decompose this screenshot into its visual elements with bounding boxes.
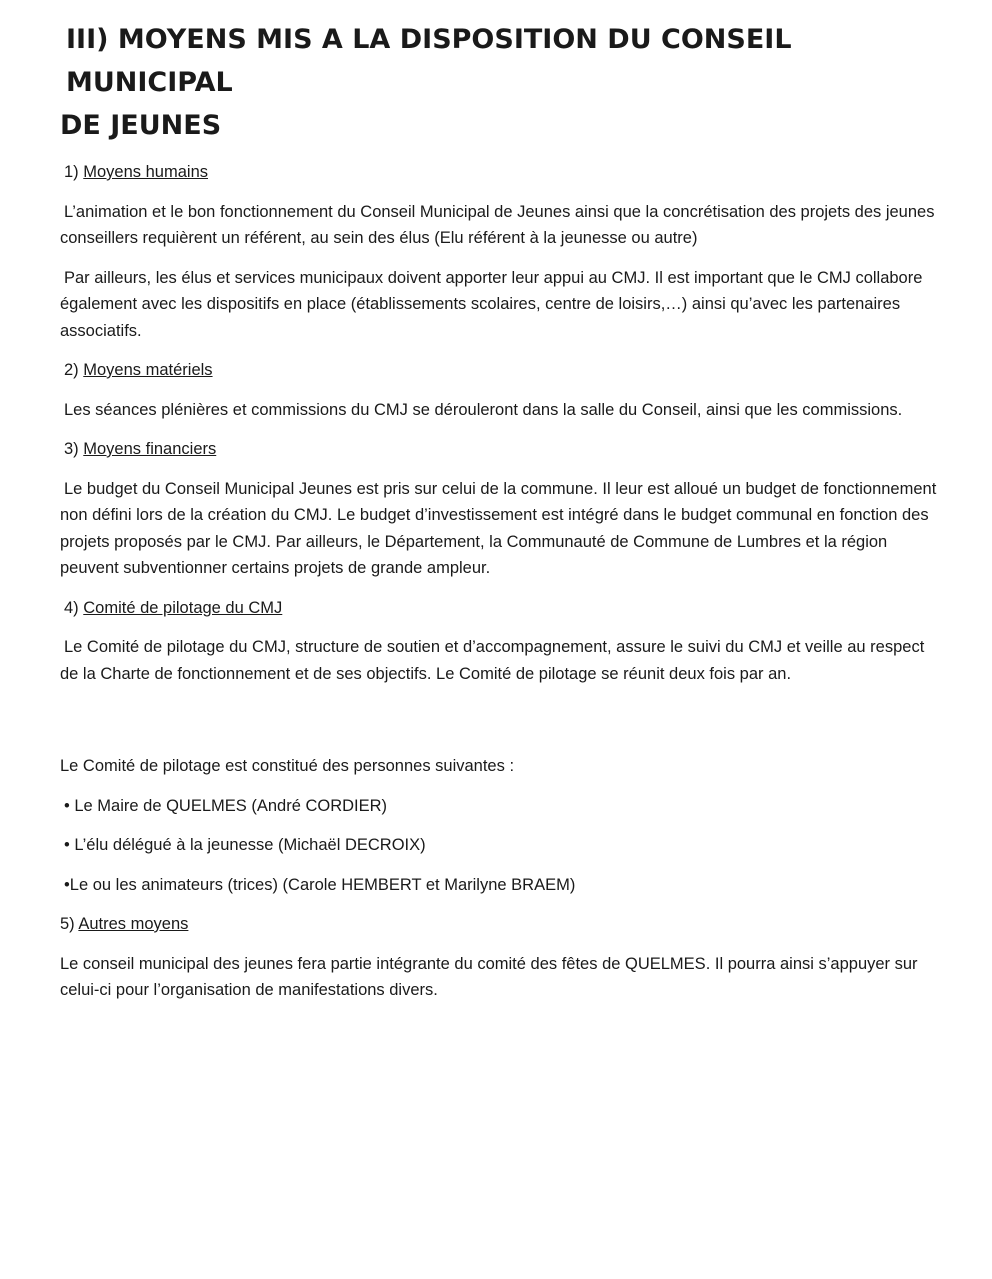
section-heading-5	[60, 911, 940, 938]
title-line-1: III) MOYENS MIS A LA DISPOSITION DU CONSEIL MUNICIPAL	[66, 24, 792, 98]
section-1-paragraph-2: Par ailleurs, les élus et services municipaux doivent apporter leur appui au CMJ. Il est important que le CMJ collabore également avec les dispositifs en place (établissements scolaires, centre de loisirs,…) ainsi qu’avec les partenaires associatifs.	[60, 268, 923, 340]
section-label: Comité de pilotage du CMJ	[83, 598, 283, 617]
committee-member-3: •Le ou les animateurs (trices) (Carole HEMBERT et Marilyne BRAEM)	[64, 875, 576, 894]
section-number: 4)	[64, 598, 79, 617]
page-title	[60, 18, 940, 147]
section-label: Autres moyens	[78, 915, 189, 933]
section-heading-1	[60, 159, 940, 186]
section-label: Moyens humains	[83, 163, 208, 181]
section-heading-3	[60, 436, 940, 463]
section-heading-2	[60, 357, 940, 384]
section-2-paragraph-1: Les séances plénières et commissions du CMJ se dérouleront dans la salle du Conseil, ainsi que les commissions.	[64, 400, 903, 419]
section-number: 2)	[64, 361, 79, 379]
section-label: Moyens matériels	[83, 361, 213, 379]
section-number: 3)	[64, 440, 79, 458]
title-line-2: DE JEUNES	[60, 110, 222, 141]
committee-intro: Le Comité de pilotage est constitué des personnes suivantes :	[60, 757, 515, 775]
section-number: 5)	[60, 915, 75, 933]
section-label: Moyens financiers	[83, 440, 217, 458]
section-4-paragraph-1: Le Comité de pilotage du CMJ, structure de soutien et d’accompagnement, assure le suivi du CMJ et veille au respect de la Charte de fonctionnement et de ses objectifs. Le Comité de pilotage se réunit deux fois par an.	[60, 638, 925, 683]
document-page	[60, 18, 940, 1017]
blank-space	[60, 700, 940, 753]
section-heading-4	[60, 595, 940, 622]
section-number: 1)	[64, 163, 79, 181]
section-1-paragraph-1: L’animation et le bon fonctionnement du Conseil Municipal de Jeunes ainsi que la concrétisation des projets des jeunes conseillers requièrent un référent, au sein des élus (Elu référent à la jeunesse ou autre)	[60, 202, 935, 247]
section-3-paragraph-1: Le budget du Conseil Municipal Jeunes est pris sur celui de la commune. Il leur est alloué un budget de fonctionnement non défini lors de la création du CMJ. Le budget d’investissement est intégré dans le budget communal en fonction des projets proposés par le CMJ. Par ailleurs, le Département, la Communauté de Commune de Lumbres et la région peuvent subventionner certains projets de grande ampleur.	[60, 479, 937, 577]
committee-member-1: • Le Maire de QUELMES (André CORDIER)	[64, 796, 388, 815]
committee-member-2: • L’élu délégué à la jeunesse (Michaël DECROIX)	[64, 836, 426, 854]
section-5-paragraph-1: Le conseil municipal des jeunes fera partie intégrante du comité des fêtes de QUELMES. Il pourra ainsi s’appuyer sur celui-ci pour l’organisation de manifestations divers.	[60, 954, 918, 999]
